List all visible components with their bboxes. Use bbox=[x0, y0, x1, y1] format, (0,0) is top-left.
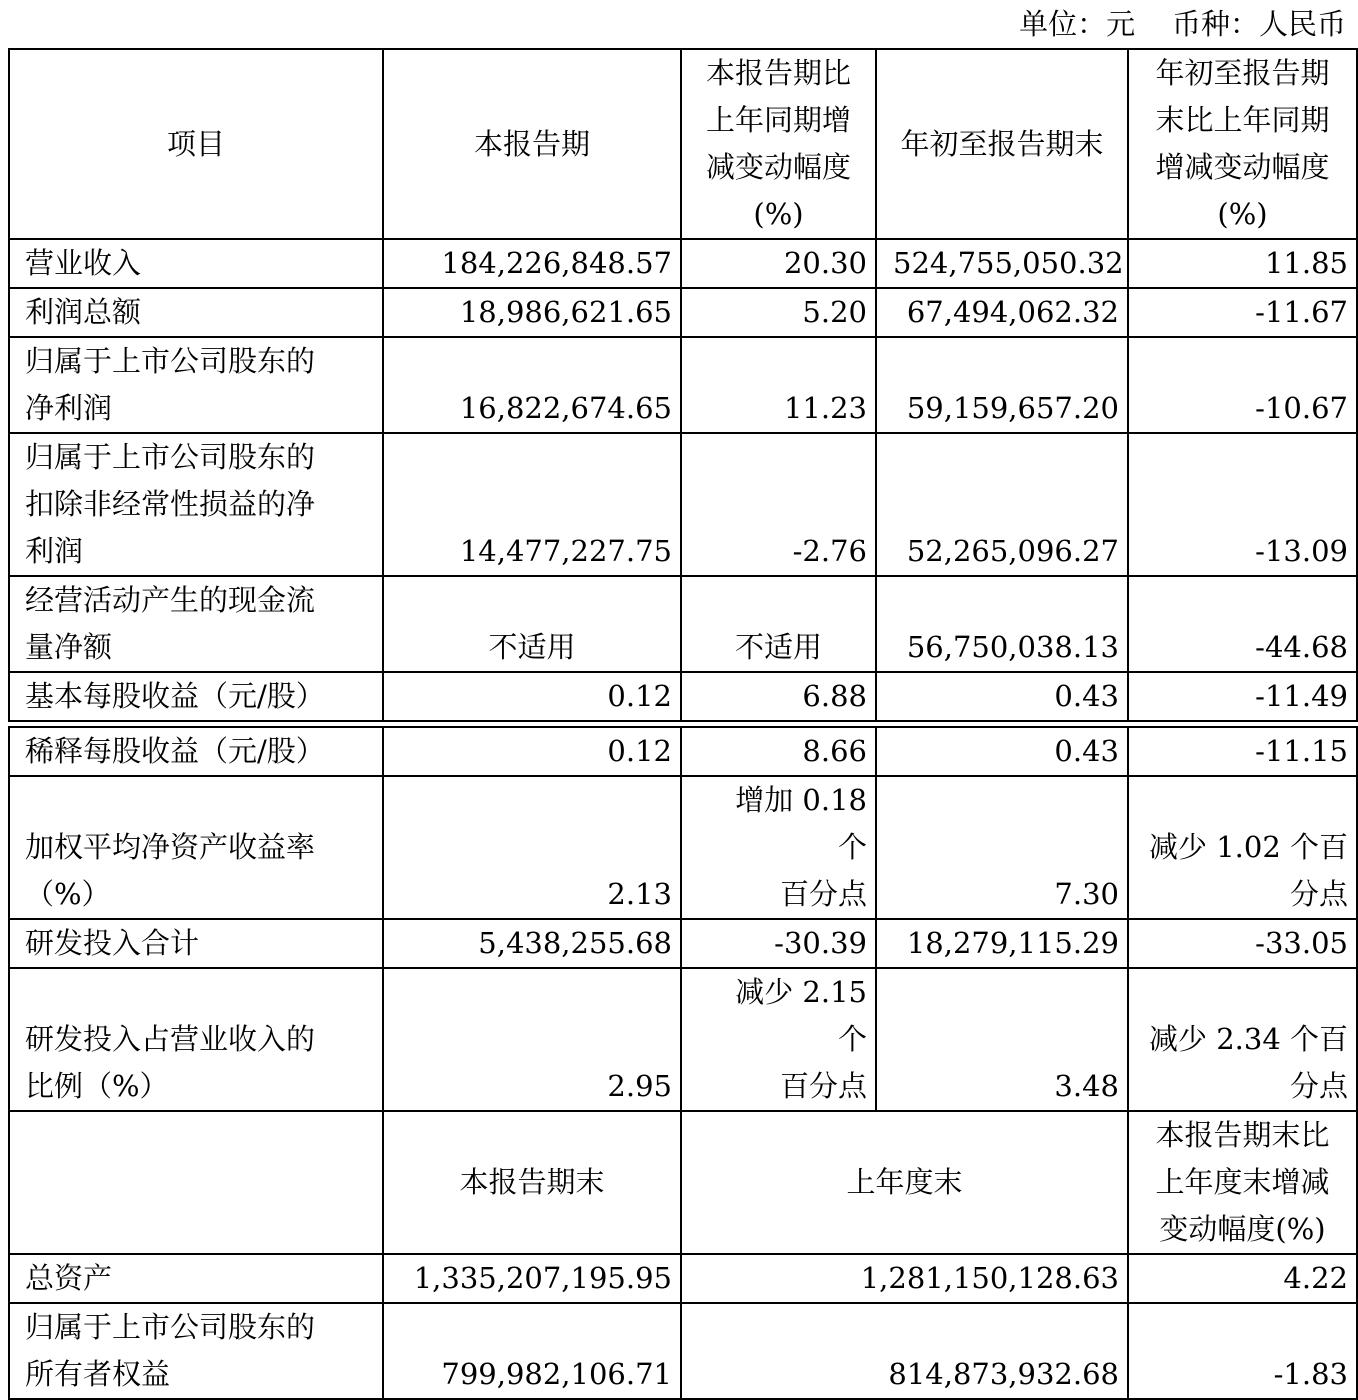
cell-current: 16,822,674.65 bbox=[383, 337, 681, 433]
cell-ytd-change: -11.67 bbox=[1128, 288, 1357, 337]
header2-prior-year-end: 上年度末 bbox=[681, 1111, 1128, 1254]
cell-ytd-change: -11.49 bbox=[1128, 672, 1357, 721]
cell-ytd: 7.30 bbox=[876, 776, 1128, 919]
table-row bbox=[9, 1254, 1357, 1303]
table-row bbox=[9, 919, 1357, 968]
cell-current-change: 减少 2.15 个 百分点 bbox=[681, 968, 876, 1111]
row-label: 归属于上市公司股东的 所有者权益 bbox=[9, 1303, 383, 1399]
cell-ytd-change: -44.68 bbox=[1128, 576, 1357, 672]
cell-current: 0.12 bbox=[383, 727, 681, 776]
cell-period-end: 799,982,106.71 bbox=[383, 1303, 681, 1399]
financial-table-bottom bbox=[8, 726, 1358, 1400]
row-label: 基本每股收益（元/股） bbox=[9, 672, 383, 721]
cell-current-change: 5.20 bbox=[681, 288, 876, 337]
table-row bbox=[9, 433, 1357, 576]
row-label: 研发投入占营业收入的 比例（%） bbox=[9, 968, 383, 1111]
header-ytd-change: 年初至报告期 末比上年同期 增减变动幅度 (%) bbox=[1128, 49, 1357, 239]
table-row bbox=[9, 576, 1357, 672]
cell-ytd-change: -10.67 bbox=[1128, 337, 1357, 433]
table-row bbox=[9, 239, 1357, 288]
cell-ytd: 0.43 bbox=[876, 727, 1128, 776]
row-label: 归属于上市公司股东的 净利润 bbox=[9, 337, 383, 433]
header2-period-end: 本报告期末 bbox=[383, 1111, 681, 1254]
header2-change: 本报告期末比 上年度末增减 变动幅度(%) bbox=[1128, 1111, 1357, 1254]
cell-prior-year-end: 814,873,932.68 bbox=[681, 1303, 1128, 1399]
row-label: 营业收入 bbox=[9, 239, 383, 288]
table-row bbox=[9, 727, 1357, 776]
table-row bbox=[9, 968, 1357, 1111]
table-row bbox=[9, 337, 1357, 433]
table-row bbox=[9, 672, 1357, 721]
cell-prior-year-end: 1,281,150,128.63 bbox=[681, 1254, 1128, 1303]
cell-current: 2.13 bbox=[383, 776, 681, 919]
cell-current: 18,986,621.65 bbox=[383, 288, 681, 337]
table-header-row-2 bbox=[9, 1111, 1357, 1254]
cell-current: 184,226,848.57 bbox=[383, 239, 681, 288]
cell-ytd-change: 11.85 bbox=[1128, 239, 1357, 288]
table-header-row bbox=[9, 49, 1357, 239]
cell-current-change: 6.88 bbox=[681, 672, 876, 721]
cell-ytd: 3.48 bbox=[876, 968, 1128, 1111]
unit-currency-label: 单位：元 币种：人民币 bbox=[1019, 7, 1346, 41]
cell-current-change: -30.39 bbox=[681, 919, 876, 968]
cell-ytd-change: 减少 1.02 个百 分点 bbox=[1128, 776, 1357, 919]
cell-current-change: -2.76 bbox=[681, 433, 876, 576]
row-label: 经营活动产生的现金流 量净额 bbox=[9, 576, 383, 672]
cell-current: 0.12 bbox=[383, 672, 681, 721]
cell-current-change: 20.30 bbox=[681, 239, 876, 288]
cell-change: 4.22 bbox=[1128, 1254, 1357, 1303]
row-label: 加权平均净资产收益率 （%） bbox=[9, 776, 383, 919]
cell-ytd: 67,494,062.32 bbox=[876, 288, 1128, 337]
row-label: 稀释每股收益（元/股） bbox=[9, 727, 383, 776]
cell-ytd: 56,750,038.13 bbox=[876, 576, 1128, 672]
table-row bbox=[9, 1303, 1357, 1399]
cell-current: 5,438,255.68 bbox=[383, 919, 681, 968]
cell-current: 不适用 bbox=[383, 576, 681, 672]
cell-current-change: 11.23 bbox=[681, 337, 876, 433]
header-ytd: 年初至报告期末 bbox=[876, 49, 1128, 239]
cell-ytd-change: -33.05 bbox=[1128, 919, 1357, 968]
cell-ytd: 18,279,115.29 bbox=[876, 919, 1128, 968]
row-label: 归属于上市公司股东的 扣除非经常性损益的净 利润 bbox=[9, 433, 383, 576]
cell-ytd-change: 减少 2.34 个百 分点 bbox=[1128, 968, 1357, 1111]
row-label: 利润总额 bbox=[9, 288, 383, 337]
row-label: 总资产 bbox=[9, 1254, 383, 1303]
cell-ytd-change: -11.15 bbox=[1128, 727, 1357, 776]
cell-ytd: 59,159,657.20 bbox=[876, 337, 1128, 433]
cell-current-change: 增加 0.18 个 百分点 bbox=[681, 776, 876, 919]
cell-ytd: 52,265,096.27 bbox=[876, 433, 1128, 576]
header-item: 项目 bbox=[9, 49, 383, 239]
cell-period-end: 1,335,207,195.95 bbox=[383, 1254, 681, 1303]
financial-table-top bbox=[8, 48, 1358, 722]
cell-ytd: 524,755,050.32 bbox=[876, 239, 1128, 288]
cell-ytd: 0.43 bbox=[876, 672, 1128, 721]
header-current-change: 本报告期比 上年同期增 减变动幅度 (%) bbox=[681, 49, 876, 239]
header-current-period: 本报告期 bbox=[383, 49, 681, 239]
cell-current-change: 不适用 bbox=[681, 576, 876, 672]
header2-empty bbox=[9, 1111, 383, 1254]
row-label: 研发投入合计 bbox=[9, 919, 383, 968]
table-row bbox=[9, 288, 1357, 337]
cell-ytd-change: -13.09 bbox=[1128, 433, 1357, 576]
cell-current: 14,477,227.75 bbox=[383, 433, 681, 576]
table-row bbox=[9, 776, 1357, 919]
cell-current: 2.95 bbox=[383, 968, 681, 1111]
cell-current-change: 8.66 bbox=[681, 727, 876, 776]
cell-change: -1.83 bbox=[1128, 1303, 1357, 1399]
